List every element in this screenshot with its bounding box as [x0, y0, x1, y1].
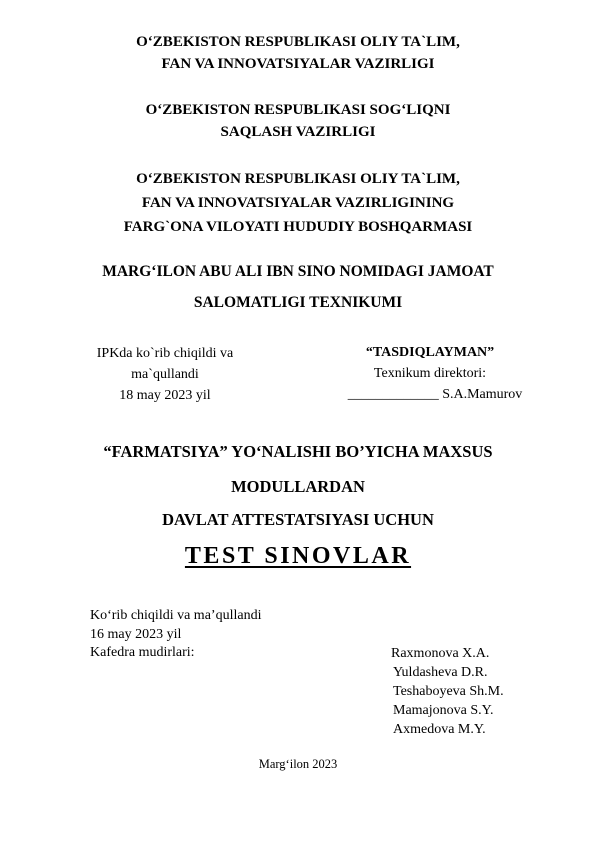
ministry-higher-edu-line-2: FAN VA INNOVATSIYALAR VAZIRLIGI [161, 56, 435, 72]
author-name: Mamajonova S.Y. [393, 703, 494, 718]
review-status: Ko‘rib chiqildi va ma’qullandi [90, 608, 262, 623]
ministry-health-line-1: O‘ZBEKISTON RESPUBLIKASI SOG‘LIQNI [145, 102, 451, 118]
approval-left-date: 18 may 2023 yil [119, 388, 211, 403]
main-title-line-1: “FARMATSIYA” YO‘NALISHI BO’YICHA MAXSUS [103, 442, 493, 461]
author-name: Yuldasheva D.R. [393, 665, 488, 680]
institution-line-2: SALOMATLIGI TEXNIKUMI [193, 294, 403, 311]
approval-left-line-2: ma`qullandi [131, 367, 199, 382]
approval-left-line-1: IPKda ko`rib chiqildi va [96, 346, 234, 361]
author-name: Axmedova M.Y. [393, 722, 486, 737]
author-name: Raxmonova X.A. [391, 646, 490, 661]
author-name: Teshaboyeva Sh.M. [393, 684, 504, 699]
document-title: TEST SINOVLAR [184, 543, 412, 569]
director-signature-line: _____________ S.A.Mamurov [347, 387, 523, 402]
review-date: 16 may 2023 yil [90, 627, 182, 642]
approval-heading: “TASDIQLAYMAN” [365, 345, 495, 360]
ministry-health-line-2: SAQLASH VAZIRLIGI [220, 124, 376, 140]
department-heads-label: Kafedra mudirlari: [90, 645, 195, 660]
ministry-higher-edu-line-1: O‘ZBEKISTON RESPUBLIKASI OLIY TA`LIM, [136, 34, 460, 50]
footer-place-year: Marg‘ilon 2023 [258, 757, 338, 771]
main-title-line-3: DAVLAT ATTESTATSIYASI UCHUN [162, 510, 434, 529]
regional-office-line-3: FARG`ONA VILOYATI HUDUDIY BOSHQARMASI [123, 219, 473, 235]
institution-line-1: MARG‘ILON ABU ALI IBN SINO NOMIDAGI JAMOAT [102, 263, 494, 280]
regional-office-line-2: FAN VA INNOVATSIYALAR VAZIRLIGINING [141, 195, 455, 211]
regional-office-line-1: O‘ZBEKISTON RESPUBLIKASI OLIY TA`LIM, [136, 171, 460, 187]
main-title-line-2: MODULLARDAN [231, 477, 365, 496]
director-role: Texnikum direktori: [373, 366, 487, 381]
